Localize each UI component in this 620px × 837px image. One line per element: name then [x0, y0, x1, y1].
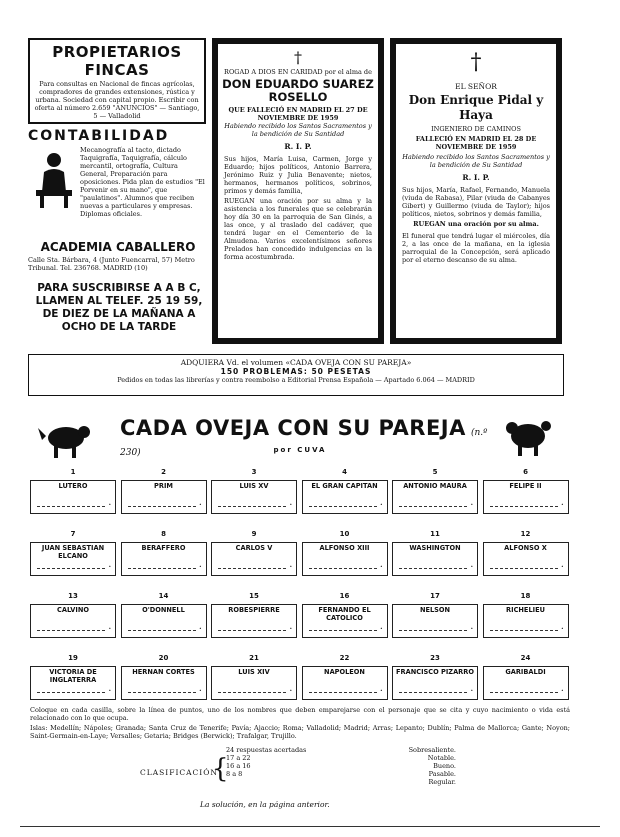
esquela-2-note: El funeral que tendrá lugar el miércoles, día 2, a las once de la mañana, en la iglesia parroquial de la Concepción, será aplicado por el eterno descanso de su alma.: [402, 232, 550, 264]
score-grade: Sobresaliente.: [408, 746, 456, 754]
cell-label: LUIS XV: [239, 482, 269, 490]
answer-line[interactable]: [309, 506, 377, 507]
cell-number: 16: [339, 592, 350, 600]
ad-contabilidad-body: Mecanografía al tacto, dictado Taquigrafía, Taquigrafía, cálculo mercantil, ortografía, Cultura General, Preparación para oposiciones. Pida plan de estudios "El Porvenir en su mano", que "paulatinos". Alumnos que reciben nuevas a particulares y empresas. Diplomas oficiales.: [80, 146, 205, 218]
esquela-suarez-rosello: [212, 38, 384, 344]
answer-marker: ·: [561, 500, 564, 509]
cell-number: 21: [249, 654, 259, 662]
cell-number: 5: [432, 468, 438, 476]
promo-line-2: 150 PROBLEMAS: 50 PESETAS: [220, 367, 372, 376]
puzzle-grid: [28, 466, 568, 718]
answer-marker: ·: [108, 500, 111, 509]
score-range: 16 a 16: [226, 762, 251, 770]
answer-line[interactable]: [399, 630, 467, 631]
answer-line[interactable]: [490, 568, 558, 569]
puzzle-cell[interactable]: [392, 542, 478, 576]
answer-marker: ·: [108, 624, 111, 633]
esquela-1-rip: R. I. P.: [284, 142, 312, 151]
answer-marker: ·: [561, 686, 564, 695]
ad-contabilidad: [28, 128, 208, 278]
clasificacion-brace: {: [212, 754, 229, 784]
cell-label: LUTERO: [58, 482, 88, 490]
cell-label: ROBESPIERRE: [228, 606, 280, 614]
cell-number: 22: [339, 654, 350, 662]
answer-line[interactable]: [309, 630, 377, 631]
cell-label: CARLOS V: [235, 544, 273, 552]
cell-label: CALVINO: [57, 606, 89, 614]
score-row: [226, 746, 456, 754]
esquela-2-name: Don Enrique Pidal y Haya: [408, 93, 544, 122]
score-row: [226, 754, 456, 762]
puzzle-cell[interactable]: [30, 480, 116, 514]
cell-label: RICHELIEU: [506, 606, 545, 614]
answer-marker: ·: [289, 686, 292, 695]
answer-marker: ·: [470, 562, 473, 571]
score-grade: Regular.: [428, 778, 456, 786]
puzzle-instructions: Coloque en cada casilla, sobre la línea de puntos, uno de los nombres que deben emparejarse con el personaje que se cita y cuyo nacimiento o vida está relacionado con lo que ocupa.: [30, 706, 570, 722]
puzzle-cell[interactable]: [392, 604, 478, 638]
answer-marker: ·: [289, 500, 292, 509]
answer-line[interactable]: [218, 568, 286, 569]
answer-line[interactable]: [218, 506, 286, 507]
cell-number: 18: [520, 592, 531, 600]
puzzle-cell[interactable]: [302, 480, 388, 514]
score-row: [226, 778, 456, 786]
cell-number: 23: [430, 654, 440, 662]
cell-label: BERAFFERO: [141, 544, 186, 552]
answer-line[interactable]: [309, 692, 377, 693]
puzzle-cell[interactable]: [30, 542, 116, 576]
cell-number: 9: [251, 530, 257, 538]
promo-line-1: ADQUIERA Vd. el volumen «CADA OVEJA CON SU PAREJA»: [180, 358, 412, 367]
answer-line[interactable]: [37, 568, 105, 569]
promo-book: [28, 354, 564, 396]
esquela-1-pre: ROGAD A DIOS EN CARIDAD por el alma de: [224, 68, 372, 76]
esquela-1-ruegan: RUEGAN una oración por su alma y la asistencia a los funerales que se celebrarán hoy día 30 en la parroquia de San Ginés, a las once, y al traslado del cadáver, que tendrá lugar en el Cementerio de la Almudena. Varios excelentísimos señores Prelados han concedido indulgencias en la forma acostumbrada.: [224, 197, 372, 261]
cell-label: LUIS XIV: [238, 668, 270, 676]
puzzle-number: (n.º 230): [120, 428, 488, 458]
cell-number: 7: [70, 530, 76, 538]
answer-marker: ·: [199, 500, 202, 509]
score-grade: Pasable.: [428, 770, 456, 778]
answer-marker: ·: [380, 562, 383, 571]
answer-marker: ·: [199, 686, 202, 695]
ad-propietarios-body: Para consultas en Nacional de fincas agrícolas, compradores de grandes extensiones, rústica y urbana. Sociedad con capital propio. Escribir con oferta al número 2.659 "ANUNCIOS" — Santiago, 5 — Valladolid: [34, 80, 200, 120]
answer-line[interactable]: [218, 692, 286, 693]
score-range: 8 a 8: [226, 770, 243, 778]
cell-label: WASHINGTON: [409, 544, 461, 552]
suscribirse-line-2: LLAMEN AL TELEF. 25 19 59,: [35, 295, 203, 307]
score-range: 24 respuestas acertadas: [226, 746, 307, 754]
answer-marker: ·: [470, 500, 473, 509]
cell-number: 10: [339, 530, 350, 538]
puzzle-cell[interactable]: [392, 480, 478, 514]
puzzle-title-text: CADA OVEJA CON SU PAREJA: [120, 416, 466, 440]
esquela-2-pre: EL SEÑOR: [455, 82, 497, 91]
cell-number: 8: [161, 530, 166, 538]
puzzle-cell[interactable]: [121, 666, 207, 700]
answer-line[interactable]: [128, 506, 196, 507]
answer-line[interactable]: [490, 506, 558, 507]
ad-suscribirse: [30, 282, 208, 334]
puzzle-cell[interactable]: [392, 666, 478, 700]
cell-label: ALFONSO X: [504, 544, 547, 552]
esquela-2-rip: R. I. P.: [462, 173, 490, 182]
esquela-2-sacraments: Habiendo recibido los Santos Sacramentos y la bendición de Su Santidad: [402, 153, 550, 169]
esquela-1-family: Sus hijos, María Luisa, Carmen, Jorge y Eduardo; hijos políticos, Antonio Barrera, Jerónimo Ruiz y Julia Benavente; nietos, hermanos, hermanos políticos, sobrinos, primos y demás familia,: [224, 155, 372, 195]
cell-label: ANTONIO MAURA: [403, 482, 467, 490]
cell-number: 4: [342, 468, 347, 476]
puzzle-cell[interactable]: [483, 666, 569, 700]
cell-label: FELIPE II: [509, 482, 542, 490]
answer-marker: ·: [199, 624, 202, 633]
puzzle-cell[interactable]: [211, 542, 297, 576]
ad-propietarios: [28, 38, 206, 124]
puzzle-cell[interactable]: [483, 542, 569, 576]
esquela-2-title: INGENIERO DE CAMINOS: [431, 125, 521, 133]
answer-line[interactable]: [37, 692, 105, 693]
score-grade: Notable.: [427, 754, 456, 762]
cell-number: 2: [161, 468, 166, 476]
cell-label: EL GRAN CAPITAN: [311, 482, 378, 490]
puzzle-cell[interactable]: [121, 480, 207, 514]
puzzle-cell[interactable]: [211, 666, 297, 700]
answer-marker: ·: [380, 500, 383, 509]
cell-label: FERNANDO EL CATOLICO: [318, 606, 371, 622]
cell-label: JUAN SEBASTIAN ELCANO: [41, 544, 105, 560]
ad-contabilidad-academy: ACADEMIA CABALLERO: [40, 240, 196, 254]
cell-number: 3: [251, 468, 257, 476]
cell-label: HERNAN CORTES: [132, 668, 195, 676]
answer-line[interactable]: [399, 692, 467, 693]
sheep-pair-illustration-icon: [500, 414, 560, 458]
cell-label: VICTORIA DE INGLATERRA: [49, 668, 97, 684]
cross-icon: †: [470, 50, 482, 75]
cross-icon: †: [294, 48, 302, 67]
cell-number: 19: [68, 654, 78, 662]
puzzle-localidades: Islas: Medellín; Nápoles; Granada; Santa Cruz de Tenerife; Pavía; Ajaccio; Roma; Valladolid; Madrid; Arras; Lepanto; Dublín; Palma de Mallorca; Gante; Noyon; Saint-Germain-en-Laye; Versalles; Getaria; Bridges (Berwick); Trafalgar, Trujillo.: [30, 724, 570, 740]
answer-line[interactable]: [399, 506, 467, 507]
answer-marker: ·: [108, 562, 111, 571]
puzzle-cell[interactable]: [121, 604, 207, 638]
puzzle-solucion: La solución, en la página anterior.: [200, 800, 330, 809]
answer-line[interactable]: [128, 568, 196, 569]
clasificacion-label: CLASIFICACIÓN: [140, 768, 218, 777]
typist-illustration-icon: [30, 150, 78, 210]
cell-number: 6: [523, 468, 528, 476]
promo-line-3: Pedidos en todas las librerías y contra reembolso a Editorial Prensa Española — Apartado 6.064 — MADRID: [117, 376, 475, 384]
sheep-illustration-icon: [36, 418, 96, 462]
puzzle-cell[interactable]: [483, 480, 569, 514]
ad-propietarios-title: PROPIETARIOS FINCAS: [52, 43, 182, 79]
ad-contabilidad-title: CONTABILIDAD: [28, 128, 170, 144]
esquela-1-sacraments: Habiendo recibido los Santos Sacramentos y la bendición de Su Santidad: [224, 122, 372, 138]
esquela-2-ruegan: RUEGAN una oración por su alma.: [413, 220, 539, 228]
answer-marker: ·: [470, 624, 473, 633]
puzzle-cell[interactable]: [211, 604, 297, 638]
suscribirse-line-3: DE DIEZ DE LA MAÑANA A: [42, 308, 196, 320]
cell-label: NAPOLEON: [324, 668, 365, 676]
answer-line[interactable]: [37, 630, 105, 631]
esquela-1-name: DON EDUARDO SUAREZ ROSELLO: [222, 77, 374, 104]
cell-number: 11: [430, 530, 440, 538]
answer-marker: ·: [289, 562, 292, 571]
answer-marker: ·: [199, 562, 202, 571]
score-row: [226, 762, 456, 770]
suscribirse-line-1: PARA SUSCRIBIRSE A A B C,: [37, 282, 201, 294]
esquela-2-family: Sus hijos, María, Rafael, Fernando, Manuela (viuda de Rabasa), Pilar (viuda de Cabanyes Gibert) y Guillermo (viuda de Taylor); hijos políticos, nietos, sobrinos y demás familia,: [402, 186, 550, 218]
answer-line[interactable]: [128, 630, 196, 631]
answer-marker: ·: [561, 562, 564, 571]
answer-marker: ·: [561, 624, 564, 633]
puzzle-cell[interactable]: [121, 542, 207, 576]
clasificacion-table: [226, 746, 456, 786]
answer-line[interactable]: [309, 568, 377, 569]
cell-number: 15: [249, 592, 259, 600]
answer-marker: ·: [380, 624, 383, 633]
ad-contabilidad-address: Calle Sta. Bárbara, 4 (Junto Fuencarral, 57) Metro Tribunal. Tel. 236768. MADRID (10): [28, 256, 195, 272]
cell-number: 20: [158, 654, 169, 662]
score-row: [226, 770, 456, 778]
puzzle-cell[interactable]: [302, 542, 388, 576]
puzzle-cell[interactable]: [302, 604, 388, 638]
cell-number: 1: [70, 468, 76, 476]
answer-line[interactable]: [128, 692, 196, 693]
cell-number: 17: [430, 592, 440, 600]
cell-label: NELSON: [419, 606, 451, 614]
score-range: 17 a 22: [226, 754, 251, 762]
answer-line[interactable]: [490, 630, 558, 631]
answer-line[interactable]: [490, 692, 558, 693]
cell-number: 13: [68, 592, 78, 600]
puzzle-cell[interactable]: [30, 666, 116, 700]
cell-number: 12: [520, 530, 531, 538]
cell-label: ALFONSO XIII: [319, 544, 370, 552]
suscribirse-line-4: OCHO DE LA TARDE: [61, 321, 177, 333]
answer-marker: ·: [470, 686, 473, 695]
puzzle-cell[interactable]: [483, 604, 569, 638]
esquela-1-death: QUE FALLECIÓ EN MADRID EL 27 DE NOVIEMBRE DE 1959: [228, 106, 368, 122]
answer-marker: ·: [380, 686, 383, 695]
esquela-pidal-haya: [390, 38, 562, 344]
puzzle-cell[interactable]: [30, 604, 116, 638]
cell-label: FRANCISCO PIZARRO: [396, 668, 474, 676]
page-bottom-border: [20, 826, 600, 827]
answer-line[interactable]: [218, 630, 286, 631]
answer-line[interactable]: [399, 568, 467, 569]
answer-line[interactable]: [37, 506, 105, 507]
answer-marker: ·: [289, 624, 292, 633]
cell-number: 14: [158, 592, 169, 600]
esquela-2-death: FALLECIÓ EN MADRID EL 28 DE NOVIEMBRE DE 1959: [415, 135, 537, 151]
puzzle-author: por CUVA: [273, 446, 327, 454]
cell-label: GARIBALDI: [505, 668, 546, 676]
score-grade: Bueno.: [433, 762, 456, 770]
cell-label: O'DONNELL: [142, 606, 185, 614]
puzzle-cell[interactable]: [302, 666, 388, 700]
cell-label: PRIM: [154, 482, 173, 490]
puzzle-cell[interactable]: [211, 480, 297, 514]
cell-number: 24: [520, 654, 531, 662]
answer-marker: ·: [108, 686, 111, 695]
